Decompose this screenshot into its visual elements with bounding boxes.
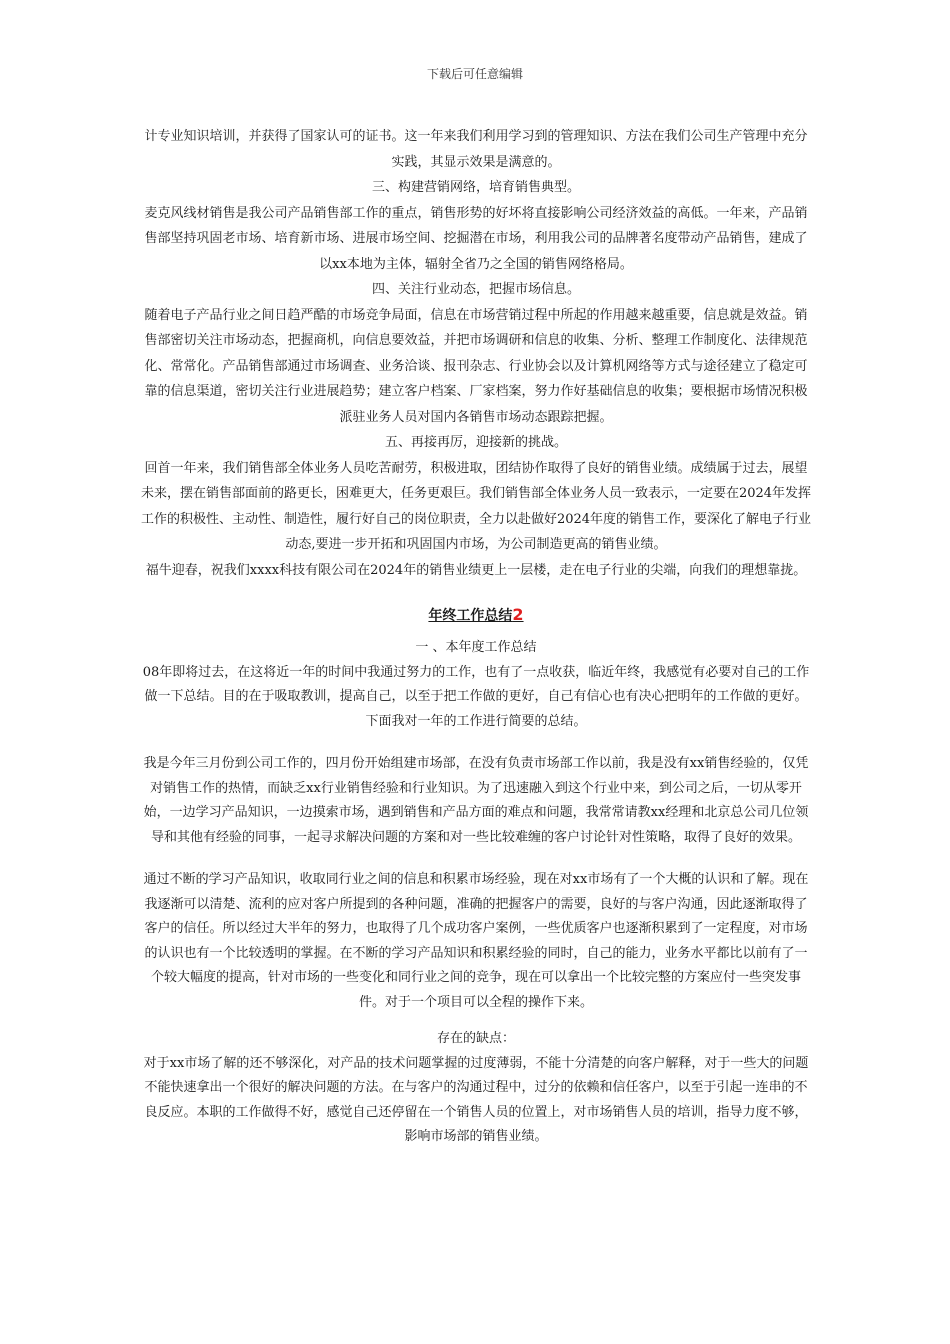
paragraph-blessing: 福牛迎春，祝我们xxxx科技有限公司在2024年的销售业绩更上一层楼，走在电子行业的尖端，向我们的理想靠拢。 (145, 562, 807, 578)
title-number: 2 (512, 605, 524, 624)
paragraph-training: 计专业知识培训，并获得了国家认可的证书。这一年来我们利用学习到的管理知识、方法在我们公司生产管理中充分实践，其显示效果是满意的。 (144, 129, 808, 170)
title-text: 年终工作总结 (428, 608, 513, 624)
heading-annual-summary: 一 、本年度工作总结 (415, 640, 537, 655)
document-title-2 (140, 605, 812, 626)
paragraph-intro: 08年即将过去，在这将近一年的时间中我通过努力的工作，也有了一点收获，临近年终，我感觉有必要对自己的工作做一下总结。目的在于吸取教训，提高自己，以至于把工作做的更好，自己有信心也有决心把明年的工作做的更好。下面我对一年的工作进行简要的总结。 (142, 664, 810, 729)
paragraph-market-info: 随着电子产品行业之间日趋严酷的市场竞争局面，信息在市场营销过程中所起的作用越来越重要，信息就是效益。销售部密切关注市场动态，把握商机，向信息要效益，并把市场调研和信息的收集、分析、整理工作制度化、法律规范化、常常化。产品销售部通过市场调查、业务洽谈、报刊杂志、行业协会以及计算机网络等方式与途径建立了稳定可靠的信息渠道，密切关注行业进展趋势；建立客户档案、厂家档案，努力作好基础信息的收集；要根据市场情况积极派驻业务人员对国内各销售市场动态跟踪把握。 (144, 307, 808, 425)
document-body (140, 124, 812, 1150)
page-header: 下载后可任意编辑 (426, 67, 523, 81)
heading-new-challenge: 五、再接再厉，迎接新的挑战。 (384, 435, 567, 450)
paragraph-sales-network: 麦克风线材销售是我公司产品销售部工作的重点，销售形势的好坏将直接影响公司经济效益的高低。一年来，产品销售部坚持巩固老市场、培育新市场、进展市场空间、挖掘潜在市场，利用我公司的品牌著名度带动产品销售，建成了以xx本地为主体，辐射全省乃之全国的销售网络格局。 (144, 205, 808, 272)
heading-marketing-network: 三、构建营销网络，培育销售典型。 (371, 180, 580, 195)
paragraph-weaknesses: 对于xx市场了解的还不够深化，对产品的技术问题掌握的过度薄弱，不能十分清楚的向客户解释，对于一些大的问题不能快速拿出一个很好的解决问题的方法。在与客户的沟通过程中，过分的依赖和信任客户，以至于引起一连串的不良反应。本职的工作做得不好，感觉自己还停留在一个销售人员的位置上，对市场销售人员的培训，指导力度不够，影响市场部的销售业绩。 (143, 1055, 809, 1144)
paragraph-review: 回首一年来，我们销售部全体业务人员吃苦耐劳，积极进取，团结协作取得了良好的销售业绩。成绩属于过去，展望未来，摆在销售部面前的路更长，困难更大，任务更艰巨。我们销售部全体业务人员一致表示，一定要在2024年发挥工作的积极性、主动性、制造性，履行好自己的岗位职责，全力以赴做好2024年度的销售工作，要深化了解电子行业动态,要进一步开拓和巩固国内市场，为公司制造更高的销售业绩。 (140, 460, 812, 552)
paragraph-learning: 通过不断的学习产品知识，收取同行业之间的信息和积累市场经验，现在对xx市场有了一个大概的认识和了解。现在我逐渐可以清楚、流利的应对客户所提到的各种问题，准确的把握客户的需要，良好的与客户沟通，因此逐渐取得了客户的信任。所以经过大半年的努力，也取得了几个成功客户案例，一些优质客户也逐渐积累到了一定程度，对市场的认识也有一个比较透明的掌握。在不断的学习产品知识和积累经验的同时，自己的能力，业务水平都比以前有了一个较大幅度的提高，针对市场的一些变化和同行业之间的竞争，现在可以拿出一个比较完整的方案应付一些突发事件。对于一个项目可以全程的操作下来。 (143, 872, 809, 1010)
heading-industry-trends: 四、关注行业动态，把握市场信息。 (371, 282, 580, 297)
paragraph-joining: 我是今年三月份到公司工作的，四月份开始组建市场部，在没有负责市场部工作以前，我是没有xx销售经验的，仅凭对销售工作的热情，而缺乏xx行业销售经验和行业知识。为了迅速融入到这个行业中来，到公司之后，一切从零开始，一边学习产品知识，一边摸索市场，遇到销售和产品方面的难点和问题，我常常请教xx经理和北京总公司几位领导和其他有经验的同事，一起寻求解决问题的方案和对一些比较难缠的客户讨论针对性策略，取得了良好的效果。 (143, 756, 809, 845)
heading-weaknesses: 存在的缺点： (436, 1031, 515, 1046)
